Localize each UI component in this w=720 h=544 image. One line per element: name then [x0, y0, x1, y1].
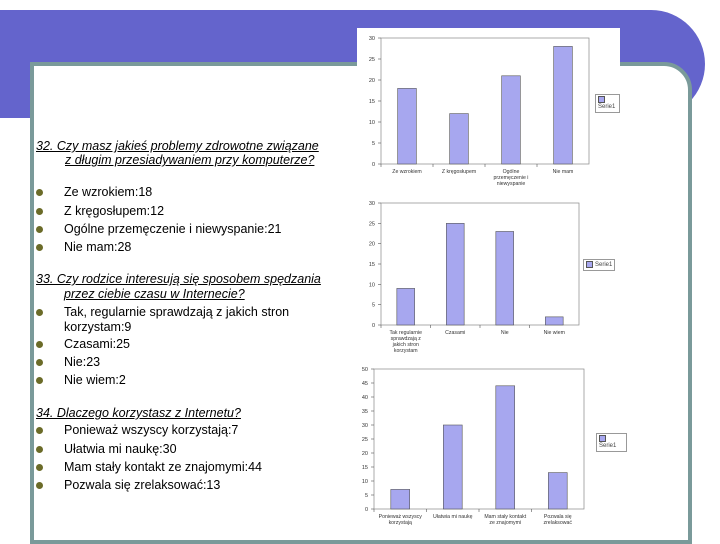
y-tick-label: 0: [364, 507, 368, 513]
bullet-icon: [36, 244, 43, 251]
x-tick-label: Pozwala się zrelaksować: [543, 514, 573, 526]
chart-legend: [583, 259, 615, 271]
question-34-title-text: 34. Dlaczego korzystasz z Internetu?: [36, 406, 241, 420]
bar-3: [496, 231, 514, 325]
bar-2: [443, 425, 462, 509]
chart-q32: [357, 28, 620, 188]
y-tick-label: 20: [368, 78, 375, 84]
question-33-title-line-1: 33. Czy rodzice interesują się sposobem spędzania: [36, 272, 321, 286]
y-tick-label: 45: [361, 381, 368, 387]
bullet-icon: [36, 446, 43, 453]
question-32-title-cont: [65, 153, 314, 168]
q33-answer-1: Tak, regularnie sprawdzają z jakich stron: [64, 305, 290, 319]
chart-svg: [350, 361, 627, 533]
y-tick-label: 30: [368, 201, 375, 207]
y-tick-label: 30: [361, 423, 368, 429]
bar-3: [496, 386, 515, 509]
question-33-title-line-2: przez ciebie czasu w Internecie?: [64, 287, 245, 301]
q34-answer-2: Ułatwia mi naukę:30: [64, 442, 177, 456]
y-tick-label: 15: [368, 99, 375, 105]
x-tick-label: Z kręgosłupem: [441, 169, 477, 175]
question-32-title-line-2: z długim przesiadywaniem przy komputerze?: [65, 153, 315, 167]
bar-1: [391, 489, 410, 509]
legend-label: Serie1: [598, 104, 616, 111]
x-tick-label: Nie wiem: [543, 330, 565, 336]
q32-answer-4: Nie mam:28: [64, 240, 132, 254]
q33-answer-2: Czasami:25: [64, 337, 130, 351]
bar-4: [554, 46, 573, 164]
bullet-icon: [36, 482, 43, 489]
question-34-title: [36, 406, 241, 421]
legend-swatch: [586, 261, 593, 268]
chart-legend: [596, 433, 627, 452]
y-tick-label: 20: [368, 241, 375, 248]
x-tick-label: Ułatwia mi naukę: [433, 514, 473, 520]
bullet-icon: [36, 189, 43, 196]
y-tick-label: 40: [361, 395, 368, 401]
bullet-icon: [36, 341, 43, 348]
question-32-title: [36, 139, 319, 154]
y-tick-label: 35: [361, 409, 368, 415]
chart-q33: [357, 193, 619, 355]
q33-answer-4: Nie wiem:2: [64, 373, 126, 387]
bar-4: [545, 317, 563, 325]
bar-1: [397, 288, 415, 325]
y-tick-label: 20: [361, 451, 368, 457]
legend-swatch: [599, 435, 606, 442]
y-tick-label: 25: [368, 57, 375, 63]
chart-svg: [357, 28, 620, 188]
y-tick-label: 15: [361, 465, 368, 471]
bullet-icon: [36, 359, 43, 366]
question-32-title-line-1: 32. Czy masz jakieś problemy zdrowotne związane: [36, 139, 319, 153]
bullet-icon: [36, 427, 43, 434]
bar-4: [548, 473, 567, 509]
x-tick-label: Ze wzrokiem: [392, 169, 422, 175]
y-tick-label: 5: [371, 141, 375, 147]
q32-answer-2: Z kręgosłupem:12: [64, 204, 165, 218]
legend-label: Serie1: [599, 443, 617, 450]
chart-q34: [350, 361, 627, 533]
q32-answer-3: Ogólne przemęczenie i niewyspanie:21: [64, 222, 282, 236]
y-tick-label: 0: [371, 162, 375, 168]
q34-answer-4: Pozwala się zrelaksować:13: [64, 478, 221, 492]
y-tick-label: 25: [361, 437, 368, 443]
y-tick-label: 15: [368, 262, 375, 268]
q34-answer-3: Mam stały kontakt ze znajomymi:44: [64, 460, 262, 474]
y-tick-label: 25: [368, 221, 375, 228]
y-tick-label: 10: [368, 120, 375, 126]
q33-answer-1-cont: korzystam:9: [64, 320, 132, 334]
x-tick-label: Czasami: [445, 330, 466, 336]
bar-2: [450, 114, 469, 164]
x-tick-label: Mam stały kontakt ze znajomymi: [484, 514, 527, 526]
x-tick-label: Ogólne przemęczenie i niewyspanie: [493, 169, 529, 187]
x-tick-label: Nie mam: [552, 169, 574, 175]
q34-answer-1: Ponieważ wszyscy korzystają:7: [64, 423, 239, 437]
y-tick-label: 5: [364, 493, 368, 499]
y-tick-label: 10: [361, 479, 368, 485]
bullet-icon: [36, 377, 43, 384]
bullet-icon: [36, 208, 43, 215]
bullet-icon: [36, 226, 43, 233]
x-tick-label: Ponieważ wszyscy korzystają: [378, 514, 422, 526]
chart-svg: [357, 193, 619, 355]
x-tick-label: Tak regularnie sprawdzają z jakich stron korzystam: [389, 330, 423, 354]
bullet-icon: [36, 464, 43, 471]
bar-2: [446, 223, 464, 325]
q33-answer-3: Nie:23: [64, 355, 101, 369]
bullet-icon: [36, 309, 43, 316]
y-tick-label: 10: [368, 282, 375, 289]
chart-legend: [595, 94, 620, 113]
question-33-title-cont: [64, 287, 245, 302]
legend-swatch: [598, 96, 605, 103]
x-tick-label: Nie: [500, 330, 509, 336]
y-tick-label: 0: [371, 323, 375, 329]
y-tick-label: 30: [368, 36, 375, 42]
bar-3: [502, 76, 521, 164]
question-33-title: [36, 272, 321, 287]
y-tick-label: 50: [361, 367, 368, 373]
legend-label: Serie1: [595, 262, 613, 269]
q32-answer-1: Ze wzrokiem:18: [64, 185, 153, 199]
y-tick-label: 5: [371, 302, 375, 309]
bar-1: [398, 88, 417, 164]
